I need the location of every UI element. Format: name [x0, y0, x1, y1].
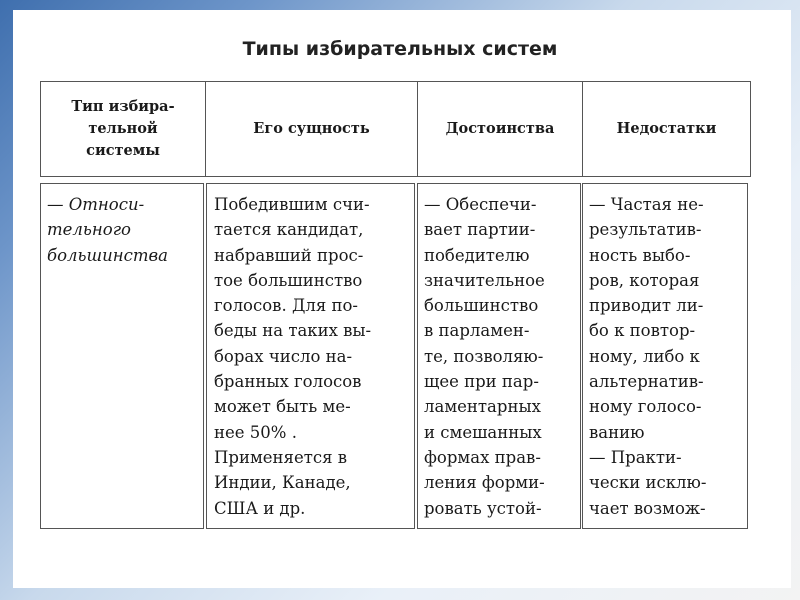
cell-line: ления форми- — [424, 473, 545, 493]
header-type-line: Тип избира- — [71, 98, 175, 115]
cell-line: формах прав- — [424, 447, 541, 467]
cell-line: тается кандидат, — [214, 220, 364, 240]
cell-line: чает возмож- — [589, 498, 706, 518]
header-advantages — [417, 81, 583, 177]
cell-line: в парламен- — [424, 321, 530, 341]
cell-line: — Обеспечи- — [424, 195, 537, 214]
cell-line: значительное — [424, 270, 545, 290]
header-essence — [205, 81, 418, 177]
cell-line: беды на таких вы- — [214, 321, 372, 341]
page-title: Типы избирательных систем — [242, 38, 558, 60]
cell-line: большинства — [47, 245, 168, 265]
cell-line: бранных голосов — [214, 372, 362, 392]
cell-line: бо к повтор- — [589, 321, 696, 341]
header-type — [40, 81, 206, 177]
header-type-line: тельной — [88, 120, 158, 137]
cell-line: победителю — [424, 245, 530, 265]
cell-line: Победившим счи- — [214, 195, 370, 214]
cell-line: может быть ме- — [214, 397, 351, 417]
cell-line: — Относи- — [47, 195, 145, 214]
cell-essence — [206, 183, 415, 529]
cell-line: нее 50% . — [214, 422, 297, 442]
cell-line: вает партии- — [424, 220, 536, 240]
header-disadvantages — [582, 81, 751, 177]
cell-line: ность выбо- — [589, 245, 691, 265]
cell-line: ламентарных — [424, 397, 541, 417]
header-advantages-label: Достоинства — [445, 120, 555, 137]
cell-line: результатив- — [589, 220, 702, 240]
cell-line: ровать устой- — [424, 498, 542, 518]
cell-line: Применяется в — [214, 447, 348, 467]
cell-type — [40, 183, 204, 529]
cell-line: чески исклю- — [589, 473, 707, 493]
cell-line: — Частая не- — [589, 195, 704, 214]
header-essence-label: Его сущность — [253, 120, 370, 137]
cell-line: тельного — [47, 220, 131, 240]
cell-line: тое большинство — [214, 270, 363, 290]
cell-advantages — [417, 183, 581, 529]
cell-line: ному голосо- — [589, 397, 702, 417]
cell-line: ному, либо к — [589, 346, 700, 366]
cell-line: те, позволяю- — [424, 346, 544, 366]
cell-line: ванию — [589, 422, 645, 442]
cell-line: голосов. Для по- — [214, 296, 359, 316]
cell-line: ров, которая — [589, 270, 700, 290]
cell-line: большинство — [424, 296, 539, 316]
cell-line: — Практи- — [589, 447, 682, 467]
header-type-line: системы — [86, 142, 160, 159]
cell-line: набравший прос- — [214, 245, 364, 265]
cell-line: Индии, Канаде, — [214, 473, 351, 493]
header-disadvantages-label: Недостатки — [616, 120, 717, 137]
cell-line: щее при пар- — [424, 372, 539, 392]
cell-line: борах число на- — [214, 346, 353, 366]
cell-line: США и др. — [214, 498, 306, 518]
cell-line: и смешанных — [424, 422, 542, 442]
cell-line: альтернатив- — [589, 372, 704, 392]
cell-disadvantages — [582, 183, 748, 529]
cell-line: приводит ли- — [589, 296, 704, 316]
